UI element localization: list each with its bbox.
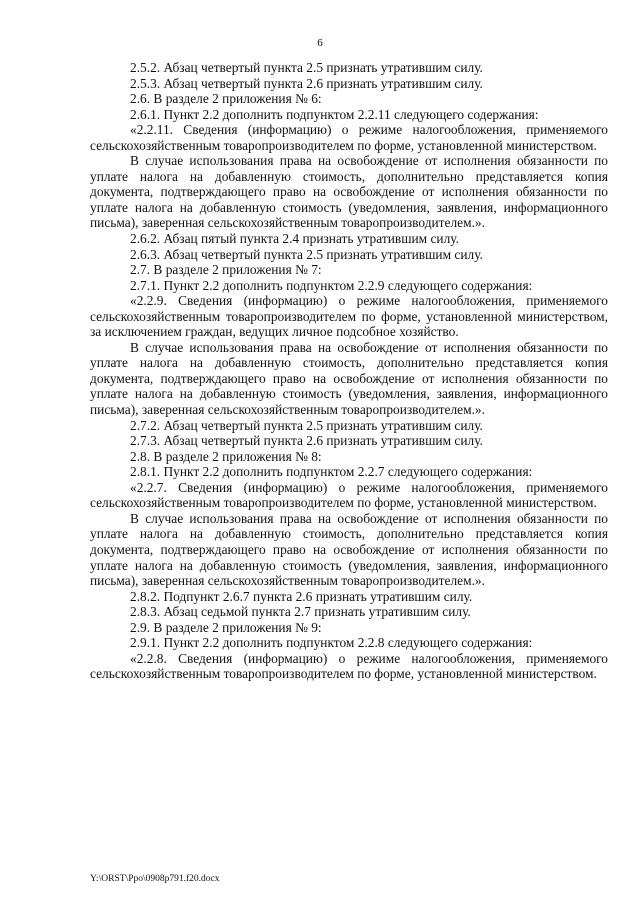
paragraph: «2.2.9. Сведения (информацию) о режиме налогообложения, применяемого сельскохозяйственным товаропроизводителем по форме, установленной министерством, за исключением граждан, ведущих личное подсобное хозяйство. xyxy=(90,293,608,340)
paragraph: 2.8.3. Абзац седьмой пункта 2.7 признать утратившим силу. xyxy=(130,604,471,620)
paragraph: 2.6.2. Абзац пятый пункта 2.4 признать утратившим силу. xyxy=(130,231,459,247)
page-number: 6 xyxy=(317,37,323,49)
paragraph: 2.8. В разделе 2 приложения № 8: xyxy=(130,448,322,464)
document-body xyxy=(90,60,608,682)
paragraph: 2.7.2. Абзац четвертый пункта 2.5 признать утратившим силу. xyxy=(130,417,483,433)
paragraph: «2.2.11. Сведения (информацию) о режиме налогообложения, применяемого сельскохозяйственным товаропроизводителем по форме, установленной министерством. xyxy=(90,122,608,153)
paragraph: 2.6. В разделе 2 приложения № 6: xyxy=(130,91,322,107)
paragraph: 2.6.1. Пункт 2.2 дополнить подпунктом 2.2.11 следующего содержания: xyxy=(130,106,539,122)
paragraph: 2.8.2. Подпункт 2.6.7 пункта 2.6 признать утратившим силу. xyxy=(130,588,473,604)
paragraph: «2.2.7. Сведения (информацию) о режиме налогообложения, применяемого сельскохозяйственным товаропроизводителем по форме, установленной министерством. xyxy=(90,479,608,511)
paragraph: 2.7. В разделе 2 приложения № 7: xyxy=(130,262,322,278)
paragraph: 2.8.1. Пункт 2.2 дополнить подпунктом 2.2.7 следующего содержания: xyxy=(130,464,533,480)
paragraph: «2.2.8. Сведения (информацию) о режиме налогообложения, применяемого сельскохозяйственным товаропроизводителем по форме, установленной министерством. xyxy=(90,650,608,682)
paragraph: 2.7.1. Пункт 2.2 дополнить подпунктом 2.2.9 следующего содержания: xyxy=(130,277,533,293)
paragraph: 2.7.3. Абзац четвертый пункта 2.6 признать утратившим силу. xyxy=(130,433,483,449)
paragraph: 2.5.3. Абзац четвертый пункта 2.6 признать утратившим силу. xyxy=(130,75,483,91)
paragraph: В случае использования права на освобождение от исполнения обязанности по уплате налога на добавленную стоимость, дополнительно представляется копия документа, подтверждающего право на освобождение от исполнения обязанности по уплате налога на добавленную стоимость (уведомления, заявления, информационного письма), заверенная сельскохозяйственным товаропроизводителем.». xyxy=(90,339,608,418)
paragraph: 2.9.1. Пункт 2.2 дополнить подпунктом 2.2.8 следующего содержания: xyxy=(130,635,533,651)
paragraph: В случае использования права на освобождение от исполнения обязанности по уплате налога на добавленную стоимость, дополнительно представляется копия документа, подтверждающего право на освобождение от исполнения обязанности по уплате налога на добавленную стоимость (уведомления, заявления, информационного письма), заверенная сельскохозяйственным товаропроизводителем.». xyxy=(90,510,608,589)
footer-file-path: Y:\ORST\Ppo\0908p791.f20.docx xyxy=(90,874,220,884)
paragraph: 2.6.3. Абзац четвертый пункта 2.5 признать утратившим силу. xyxy=(130,246,483,262)
paragraph: В случае использования права на освобождение от исполнения обязанности по уплате налога на добавленную стоимость, дополнительно представляется копия документа, подтверждающего право на освобождение от исполнения обязанности по уплате налога на добавленную стоимость (уведомления, заявления, информационного письма), заверенная сельскохозяйственным товаропроизводителем.». xyxy=(90,153,608,231)
paragraph: 2.5.2. Абзац четвертый пункта 2.5 признать утратившим силу. xyxy=(130,60,483,75)
paragraph: 2.9. В разделе 2 приложения № 9: xyxy=(130,619,322,635)
